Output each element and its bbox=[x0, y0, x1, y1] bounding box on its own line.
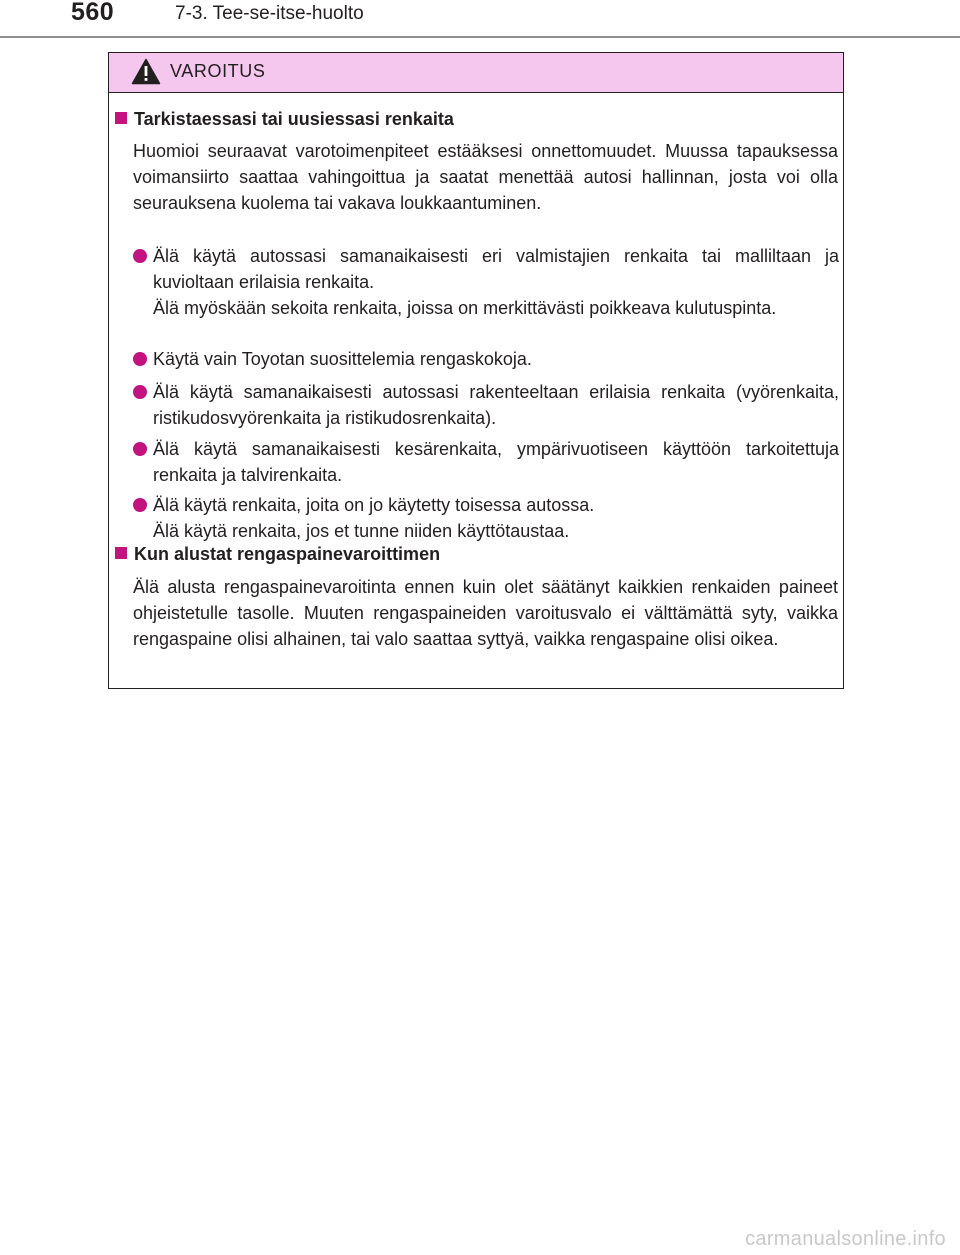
warning-triangle-icon bbox=[131, 58, 161, 85]
header-rule bbox=[0, 36, 960, 38]
section-title: 7-3. Tee-se-itse-huolto bbox=[175, 3, 364, 24]
warning-header bbox=[109, 53, 843, 93]
round-bullet-icon bbox=[133, 352, 147, 366]
list-item: Älä käytä autossasi samanaikaisesti eri valmistajien renkaita tai malliltaan ja kuvioltaan erilaisia renkaita. Älä myöskään sekoita renkaita, joissa on merkittävästi poikkeava kulutuspinta. bbox=[133, 243, 839, 321]
list-item: Käytä vain Toyotan suosittelemia rengaskokoja. bbox=[133, 346, 839, 372]
page-number: 560 bbox=[71, 0, 115, 26]
page-header bbox=[0, 0, 960, 40]
round-bullet-icon bbox=[133, 442, 147, 456]
section-paragraph: Huomioi seuraavat varotoimenpiteet estääksesi onnettomuudet. Muussa tapauksessa voimansiirto saattaa vahingoittua ja saatat menettää autosi hallinnan, josta voi olla seurauksena kuolema tai vakava loukkaantuminen. bbox=[133, 141, 838, 213]
section-heading: Kun alustat rengaspainevaroittimen bbox=[115, 544, 440, 565]
round-bullet-icon bbox=[133, 498, 147, 512]
section-heading: Tarkistaessasi tai uusiessasi renkaita bbox=[115, 109, 454, 130]
square-bullet-icon bbox=[115, 112, 127, 124]
list-item: Älä käytä samanaikaisesti autossasi rakenteeltaan erilaisia renkaita (vyörenkaita, ristikudosvyörenkaita ja ristikudosrenkaita). bbox=[133, 379, 839, 431]
list-item: Älä käytä renkaita, joita on jo käytetty toisessa autossa. Älä käytä renkaita, jos et tunne niiden käyttötaustaa. bbox=[133, 492, 839, 544]
round-bullet-icon bbox=[133, 249, 147, 263]
list-item: Älä käytä samanaikaisesti kesärenkaita, ympärivuotiseen käyttöön tarkoitettuja renkaita ja talvirenkaita. bbox=[133, 436, 839, 488]
round-bullet-icon bbox=[133, 385, 147, 399]
warning-title: VAROITUS bbox=[170, 61, 266, 81]
square-bullet-icon bbox=[115, 547, 127, 559]
section-paragraph: Älä alusta rengaspainevaroitinta ennen kuin olet säätänyt kaikkien renkaiden paineet ohjeistetulle tasolle. Muuten rengaspaineiden varoitusvalo ei välttämättä syty, vaikka rengaspaine olisi alhainen, tai valo saattaa syttyä, vaikka rengaspaine olisi oikea. bbox=[133, 577, 838, 649]
warning-box bbox=[108, 52, 844, 689]
watermark: carmanualsonline.info bbox=[745, 1228, 946, 1250]
